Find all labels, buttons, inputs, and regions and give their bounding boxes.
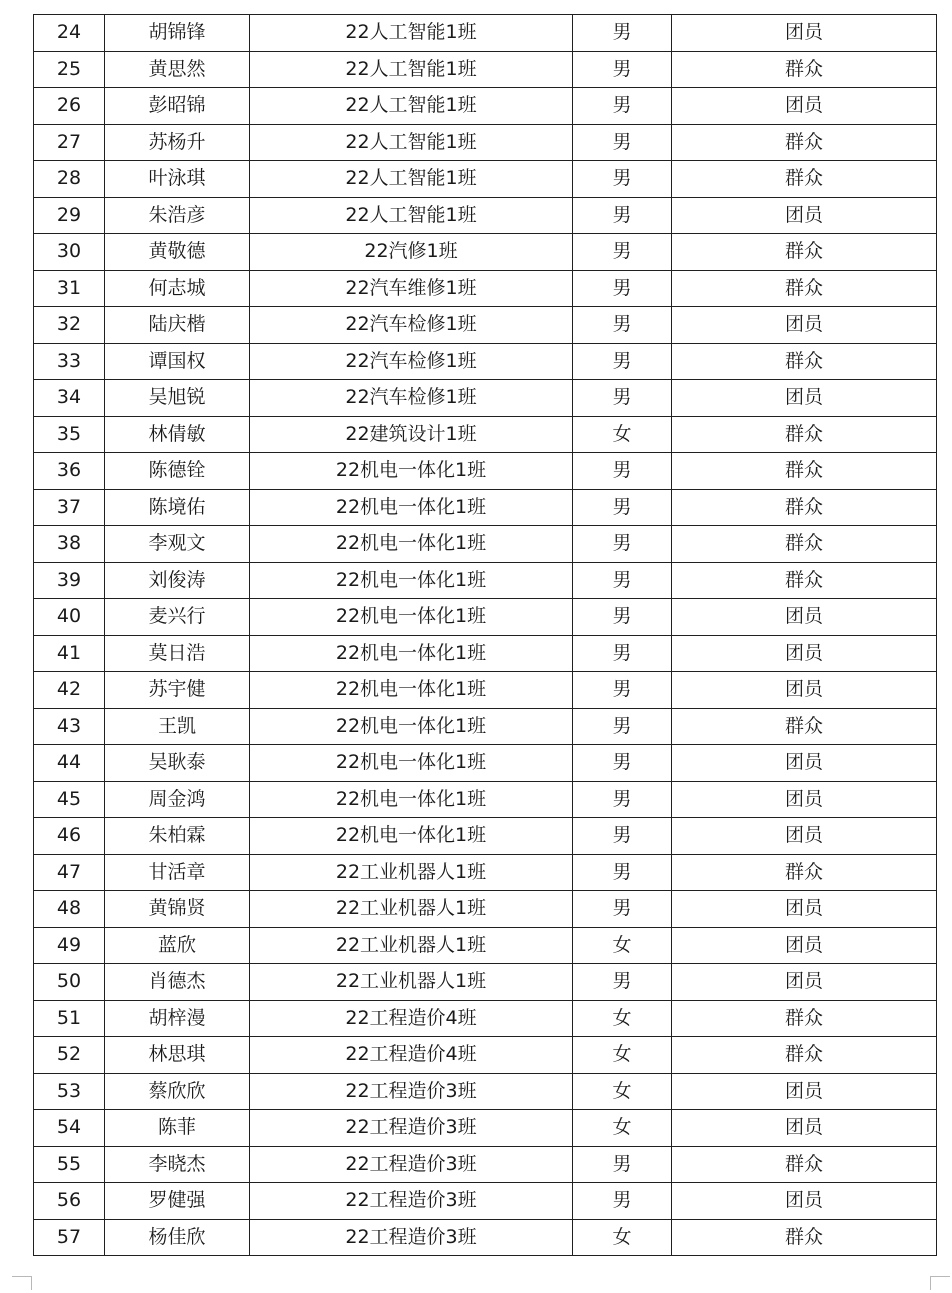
table-row xyxy=(34,635,937,672)
class-name-cell: 22机电一体化1班 xyxy=(250,708,573,745)
gender-cell: 男 xyxy=(573,161,672,198)
row-number-cell: 30 xyxy=(34,234,105,271)
class-name-cell: 22工业机器人1班 xyxy=(250,854,573,891)
table-row xyxy=(34,708,937,745)
gender-cell: 女 xyxy=(573,1219,672,1256)
row-number-cell: 53 xyxy=(34,1073,105,1110)
political-status-cell: 群众 xyxy=(672,526,937,563)
table-row xyxy=(34,562,937,599)
gender-cell: 男 xyxy=(573,453,672,490)
student-name-cell: 李晓杰 xyxy=(105,1146,250,1183)
row-number-cell: 34 xyxy=(34,380,105,417)
table-row xyxy=(34,1110,937,1147)
table-row xyxy=(34,380,937,417)
student-name-cell: 王凯 xyxy=(105,708,250,745)
table-row xyxy=(34,854,937,891)
political-status-cell: 团员 xyxy=(672,1183,937,1220)
student-name-cell: 肖德杰 xyxy=(105,964,250,1001)
student-name-cell: 陈德铨 xyxy=(105,453,250,490)
table-row xyxy=(34,927,937,964)
gender-cell: 男 xyxy=(573,51,672,88)
table-row xyxy=(34,15,937,52)
table-row xyxy=(34,1037,937,1074)
political-status-cell: 团员 xyxy=(672,745,937,782)
political-status-cell: 团员 xyxy=(672,964,937,1001)
row-number-cell: 32 xyxy=(34,307,105,344)
political-status-cell: 团员 xyxy=(672,88,937,125)
row-number-cell: 43 xyxy=(34,708,105,745)
political-status-cell: 群众 xyxy=(672,708,937,745)
gender-cell: 女 xyxy=(573,1000,672,1037)
class-name-cell: 22工程造价3班 xyxy=(250,1219,573,1256)
table-row xyxy=(34,964,937,1001)
gender-cell: 男 xyxy=(573,818,672,855)
student-name-cell: 甘活章 xyxy=(105,854,250,891)
page-corner-mark xyxy=(12,1276,32,1277)
student-name-cell: 麦兴行 xyxy=(105,599,250,636)
gender-cell: 男 xyxy=(573,891,672,928)
table-row xyxy=(34,234,937,271)
political-status-cell: 群众 xyxy=(672,161,937,198)
gender-cell: 男 xyxy=(573,234,672,271)
class-name-cell: 22机电一体化1班 xyxy=(250,599,573,636)
table-row xyxy=(34,270,937,307)
gender-cell: 男 xyxy=(573,489,672,526)
gender-cell: 男 xyxy=(573,343,672,380)
student-name-cell: 胡锦锋 xyxy=(105,15,250,52)
roster-body xyxy=(34,15,937,1256)
student-name-cell: 林倩敏 xyxy=(105,416,250,453)
class-name-cell: 22工程造价4班 xyxy=(250,1037,573,1074)
class-name-cell: 22汽车检修1班 xyxy=(250,307,573,344)
gender-cell: 男 xyxy=(573,635,672,672)
class-name-cell: 22工程造价3班 xyxy=(250,1146,573,1183)
political-status-cell: 团员 xyxy=(672,380,937,417)
political-status-cell: 群众 xyxy=(672,416,937,453)
row-number-cell: 36 xyxy=(34,453,105,490)
student-name-cell: 陆庆楷 xyxy=(105,307,250,344)
page-corner-mark xyxy=(31,1276,32,1290)
row-number-cell: 47 xyxy=(34,854,105,891)
class-name-cell: 22机电一体化1班 xyxy=(250,635,573,672)
class-name-cell: 22人工智能1班 xyxy=(250,15,573,52)
political-status-cell: 群众 xyxy=(672,124,937,161)
class-name-cell: 22人工智能1班 xyxy=(250,88,573,125)
student-name-cell: 刘俊涛 xyxy=(105,562,250,599)
table-row xyxy=(34,88,937,125)
student-name-cell: 彭昭锦 xyxy=(105,88,250,125)
table-row xyxy=(34,599,937,636)
row-number-cell: 51 xyxy=(34,1000,105,1037)
student-name-cell: 李观文 xyxy=(105,526,250,563)
class-name-cell: 22机电一体化1班 xyxy=(250,672,573,709)
student-name-cell: 谭国权 xyxy=(105,343,250,380)
gender-cell: 男 xyxy=(573,197,672,234)
political-status-cell: 团员 xyxy=(672,307,937,344)
student-name-cell: 吴旭锐 xyxy=(105,380,250,417)
class-name-cell: 22工业机器人1班 xyxy=(250,964,573,1001)
class-name-cell: 22机电一体化1班 xyxy=(250,489,573,526)
table-row xyxy=(34,124,937,161)
student-name-cell: 蓝欣 xyxy=(105,927,250,964)
political-status-cell: 团员 xyxy=(672,599,937,636)
gender-cell: 男 xyxy=(573,380,672,417)
political-status-cell: 团员 xyxy=(672,672,937,709)
political-status-cell: 群众 xyxy=(672,343,937,380)
political-status-cell: 群众 xyxy=(672,51,937,88)
gender-cell: 女 xyxy=(573,416,672,453)
political-status-cell: 团员 xyxy=(672,927,937,964)
gender-cell: 男 xyxy=(573,526,672,563)
row-number-cell: 57 xyxy=(34,1219,105,1256)
table-row xyxy=(34,1146,937,1183)
class-name-cell: 22机电一体化1班 xyxy=(250,453,573,490)
political-status-cell: 群众 xyxy=(672,1219,937,1256)
class-name-cell: 22机电一体化1班 xyxy=(250,526,573,563)
row-number-cell: 33 xyxy=(34,343,105,380)
gender-cell: 女 xyxy=(573,1110,672,1147)
gender-cell: 男 xyxy=(573,562,672,599)
student-name-cell: 周金鸿 xyxy=(105,781,250,818)
political-status-cell: 团员 xyxy=(672,781,937,818)
row-number-cell: 56 xyxy=(34,1183,105,1220)
gender-cell: 男 xyxy=(573,854,672,891)
class-name-cell: 22汽修1班 xyxy=(250,234,573,271)
student-name-cell: 苏宇健 xyxy=(105,672,250,709)
gender-cell: 男 xyxy=(573,599,672,636)
row-number-cell: 42 xyxy=(34,672,105,709)
row-number-cell: 24 xyxy=(34,15,105,52)
political-status-cell: 群众 xyxy=(672,1000,937,1037)
political-status-cell: 团员 xyxy=(672,1073,937,1110)
political-status-cell: 群众 xyxy=(672,453,937,490)
table-row xyxy=(34,453,937,490)
row-number-cell: 45 xyxy=(34,781,105,818)
student-name-cell: 陈菲 xyxy=(105,1110,250,1147)
political-status-cell: 团员 xyxy=(672,635,937,672)
political-status-cell: 团员 xyxy=(672,15,937,52)
political-status-cell: 团员 xyxy=(672,891,937,928)
row-number-cell: 25 xyxy=(34,51,105,88)
political-status-cell: 群众 xyxy=(672,1037,937,1074)
row-number-cell: 28 xyxy=(34,161,105,198)
row-number-cell: 40 xyxy=(34,599,105,636)
student-name-cell: 林思琪 xyxy=(105,1037,250,1074)
gender-cell: 男 xyxy=(573,672,672,709)
student-name-cell: 黄锦贤 xyxy=(105,891,250,928)
table-row xyxy=(34,526,937,563)
table-row xyxy=(34,891,937,928)
gender-cell: 男 xyxy=(573,88,672,125)
row-number-cell: 35 xyxy=(34,416,105,453)
class-name-cell: 22汽车维修1班 xyxy=(250,270,573,307)
gender-cell: 男 xyxy=(573,270,672,307)
row-number-cell: 46 xyxy=(34,818,105,855)
gender-cell: 男 xyxy=(573,1183,672,1220)
row-number-cell: 50 xyxy=(34,964,105,1001)
table-row xyxy=(34,416,937,453)
row-number-cell: 29 xyxy=(34,197,105,234)
row-number-cell: 26 xyxy=(34,88,105,125)
student-name-cell: 黄思然 xyxy=(105,51,250,88)
table-row xyxy=(34,818,937,855)
student-name-cell: 陈境佑 xyxy=(105,489,250,526)
table-row xyxy=(34,672,937,709)
political-status-cell: 群众 xyxy=(672,489,937,526)
row-number-cell: 55 xyxy=(34,1146,105,1183)
row-number-cell: 54 xyxy=(34,1110,105,1147)
class-name-cell: 22工程造价3班 xyxy=(250,1073,573,1110)
class-name-cell: 22工程造价3班 xyxy=(250,1110,573,1147)
table-row xyxy=(34,1219,937,1256)
table-row xyxy=(34,1000,937,1037)
row-number-cell: 39 xyxy=(34,562,105,599)
student-name-cell: 吴耿泰 xyxy=(105,745,250,782)
class-name-cell: 22机电一体化1班 xyxy=(250,562,573,599)
row-number-cell: 31 xyxy=(34,270,105,307)
class-name-cell: 22工业机器人1班 xyxy=(250,891,573,928)
student-name-cell: 何志城 xyxy=(105,270,250,307)
student-name-cell: 朱柏霖 xyxy=(105,818,250,855)
gender-cell: 男 xyxy=(573,708,672,745)
student-name-cell: 胡梓漫 xyxy=(105,1000,250,1037)
student-name-cell: 朱浩彦 xyxy=(105,197,250,234)
row-number-cell: 38 xyxy=(34,526,105,563)
table-row xyxy=(34,51,937,88)
row-number-cell: 27 xyxy=(34,124,105,161)
political-status-cell: 团员 xyxy=(672,197,937,234)
row-number-cell: 44 xyxy=(34,745,105,782)
table-row xyxy=(34,1183,937,1220)
row-number-cell: 52 xyxy=(34,1037,105,1074)
table-row xyxy=(34,745,937,782)
class-name-cell: 22机电一体化1班 xyxy=(250,745,573,782)
class-name-cell: 22工业机器人1班 xyxy=(250,927,573,964)
student-name-cell: 蔡欣欣 xyxy=(105,1073,250,1110)
gender-cell: 男 xyxy=(573,964,672,1001)
class-name-cell: 22汽车检修1班 xyxy=(250,380,573,417)
class-name-cell: 22机电一体化1班 xyxy=(250,781,573,818)
table-row xyxy=(34,343,937,380)
row-number-cell: 49 xyxy=(34,927,105,964)
class-name-cell: 22人工智能1班 xyxy=(250,161,573,198)
gender-cell: 男 xyxy=(573,307,672,344)
student-name-cell: 叶泳琪 xyxy=(105,161,250,198)
gender-cell: 女 xyxy=(573,1037,672,1074)
student-roster-table xyxy=(33,14,937,1256)
row-number-cell: 41 xyxy=(34,635,105,672)
gender-cell: 男 xyxy=(573,745,672,782)
table-row xyxy=(34,781,937,818)
page-corner-mark xyxy=(930,1276,950,1277)
class-name-cell: 22人工智能1班 xyxy=(250,51,573,88)
row-number-cell: 48 xyxy=(34,891,105,928)
gender-cell: 男 xyxy=(573,124,672,161)
table-row xyxy=(34,307,937,344)
political-status-cell: 群众 xyxy=(672,1146,937,1183)
row-number-cell: 37 xyxy=(34,489,105,526)
table-row xyxy=(34,489,937,526)
political-status-cell: 群众 xyxy=(672,234,937,271)
political-status-cell: 团员 xyxy=(672,1110,937,1147)
student-name-cell: 杨佳欣 xyxy=(105,1219,250,1256)
political-status-cell: 群众 xyxy=(672,562,937,599)
student-name-cell: 黄敬德 xyxy=(105,234,250,271)
gender-cell: 男 xyxy=(573,15,672,52)
gender-cell: 男 xyxy=(573,781,672,818)
class-name-cell: 22机电一体化1班 xyxy=(250,818,573,855)
table-row xyxy=(34,161,937,198)
class-name-cell: 22人工智能1班 xyxy=(250,124,573,161)
class-name-cell: 22汽车检修1班 xyxy=(250,343,573,380)
table-row xyxy=(34,197,937,234)
student-name-cell: 莫日浩 xyxy=(105,635,250,672)
class-name-cell: 22工程造价3班 xyxy=(250,1183,573,1220)
student-name-cell: 罗健强 xyxy=(105,1183,250,1220)
page-corner-mark xyxy=(930,1276,931,1290)
political-status-cell: 团员 xyxy=(672,818,937,855)
class-name-cell: 22建筑设计1班 xyxy=(250,416,573,453)
gender-cell: 男 xyxy=(573,1146,672,1183)
class-name-cell: 22工程造价4班 xyxy=(250,1000,573,1037)
table-row xyxy=(34,1073,937,1110)
political-status-cell: 群众 xyxy=(672,270,937,307)
gender-cell: 女 xyxy=(573,927,672,964)
gender-cell: 女 xyxy=(573,1073,672,1110)
student-name-cell: 苏杨升 xyxy=(105,124,250,161)
class-name-cell: 22人工智能1班 xyxy=(250,197,573,234)
political-status-cell: 群众 xyxy=(672,854,937,891)
